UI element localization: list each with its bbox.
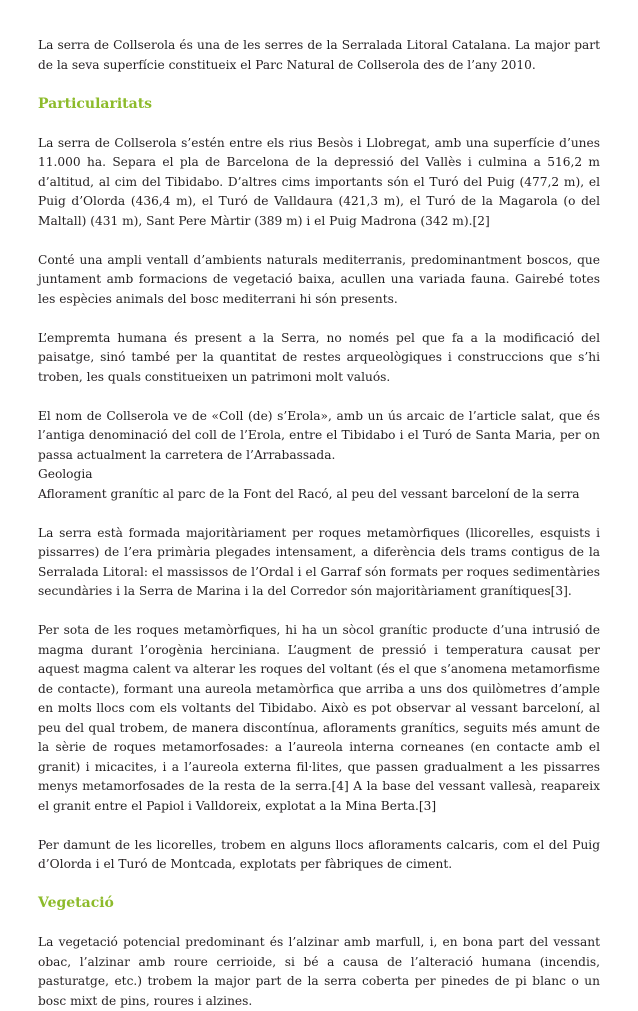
- paragraph-name-origin: El nom de Collserola ve de «Coll (de) s’Erola», amb un ús arcaic de l’article salat, que és l’antiga denominació del coll de l’Erola, entre el Tibidabo i el Turó de Santa Maria, per on passa actualment la carretera de l’Arrabassada.: [38, 408, 600, 462]
- heading-vegetacio: Vegetació: [38, 895, 114, 911]
- paragraph-geology-formation: La serra està formada majoritàriament per roques metamòrfiques (llicorelles, esquists i pissarres) de l’era primària plegades intensament, a diferència dels trams contigus de la Serralada Litoral: el massissos de l’Ordal i el Garraf són formats per roques sedimentàries secundàries i la Serra de Marina i la del Corredor són majoritàriament granítiques[3].: [38, 525, 600, 598]
- paragraph-environments: Conté una ampli ventall d’ambients naturals mediterranis, predominantment boscos, que juntament amb formacions de vegetació baixa, acullen una variada fauna. Gairebé totes les espècies animals del bosc mediterrani hi són presents.: [38, 252, 600, 306]
- intro-paragraph: La serra de Collserola és una de les serres de la Serralada Litoral Catalana. La major part de la seva superfície constitueix el Parc Natural de Collserola des de l’any 2010.: [38, 38, 600, 72]
- paragraph-geography: La serra de Collserola s’estén entre els rius Besòs i Llobregat, amb una superfície d’unes 11.000 ha. Separa el pla de Barcelona de la depressió del Vallès i culmina a 516,2 m d’altitud, al cim del Tibidabo. D’altres cims importants són el Turó del Puig (477,2 m), el Puig d’Olorda (436,4 m), el Turó de Valldaura (421,3 m), el Turó de la Magarola (o del Maltall) (431 m), Sant Pere Màrtir (389 m) i el Puig Madrona (342 m).[2]: [38, 135, 600, 228]
- paragraph-limestone: Per damunt de les licorelles, trobem en alguns llocs afloraments calcaris, com el del Puig d’Olorda i el Turó de Montcada, explotats per fàbriques de ciment.: [38, 837, 600, 871]
- paragraph-vegetation: La vegetació potencial predominant és l’alzinar amb marfull, i, en bona part del vessant obac, l’alzinar amb roure cerrioide, si bé a causa de l’alteració humana (incendis, pasturatge, etc.) trobem la major part de la serra coberta per pinedes de pi blanc o un bosc mixt de pins, roures i alzines.: [38, 935, 600, 1008]
- geologia-label: Geologia: [38, 467, 93, 481]
- image-caption: Aflorament granític al parc de la Font del Racó, al peu del vessant barceloní de la serra: [38, 486, 580, 501]
- paragraph-human-imprint: L’empremta humana és present a la Serra, no només pel que fa a la modificació del paisatge, sinó també per la quantitat de restes arqueològiques i construccions que s’hi troben, les quals constitueixen un patrimoni molt valuós.: [38, 330, 600, 384]
- heading-particularitats: Particularitats: [38, 95, 153, 112]
- paragraph-granite-base: Per sota de les roques metamòrfiques, hi ha un sòcol granític producte d’una intrusió de magma durant l’orogènia herciniana. L’augment de pressió i temperatura causat per aquest magma calent va alterar les roques del voltant (és el que s’anomena metamorfisme de contacte), formant una aureola metamòrfica que arriba a uns dos quilòmetres d’ample en molts llocs com els voltants del Tibidabo. Això es pot observar al vessant barceloní, al peu del qual trobem, de manera discontínua, afloraments granítics, seguits més amunt de la sèrie de roques metamorfosades: a l’aureola interna corneanes (en contacte amb el granit) i micacites, i a l’aureola externa fil·lites, que passen gradualment a les pissarres menys metamorfosades de la resta de la serra.[4] A la base del vessant vallesà, reapareix el granit entre el Papiol i Valldoreix, explotat a la Mina Berta.[3]: [38, 623, 600, 813]
